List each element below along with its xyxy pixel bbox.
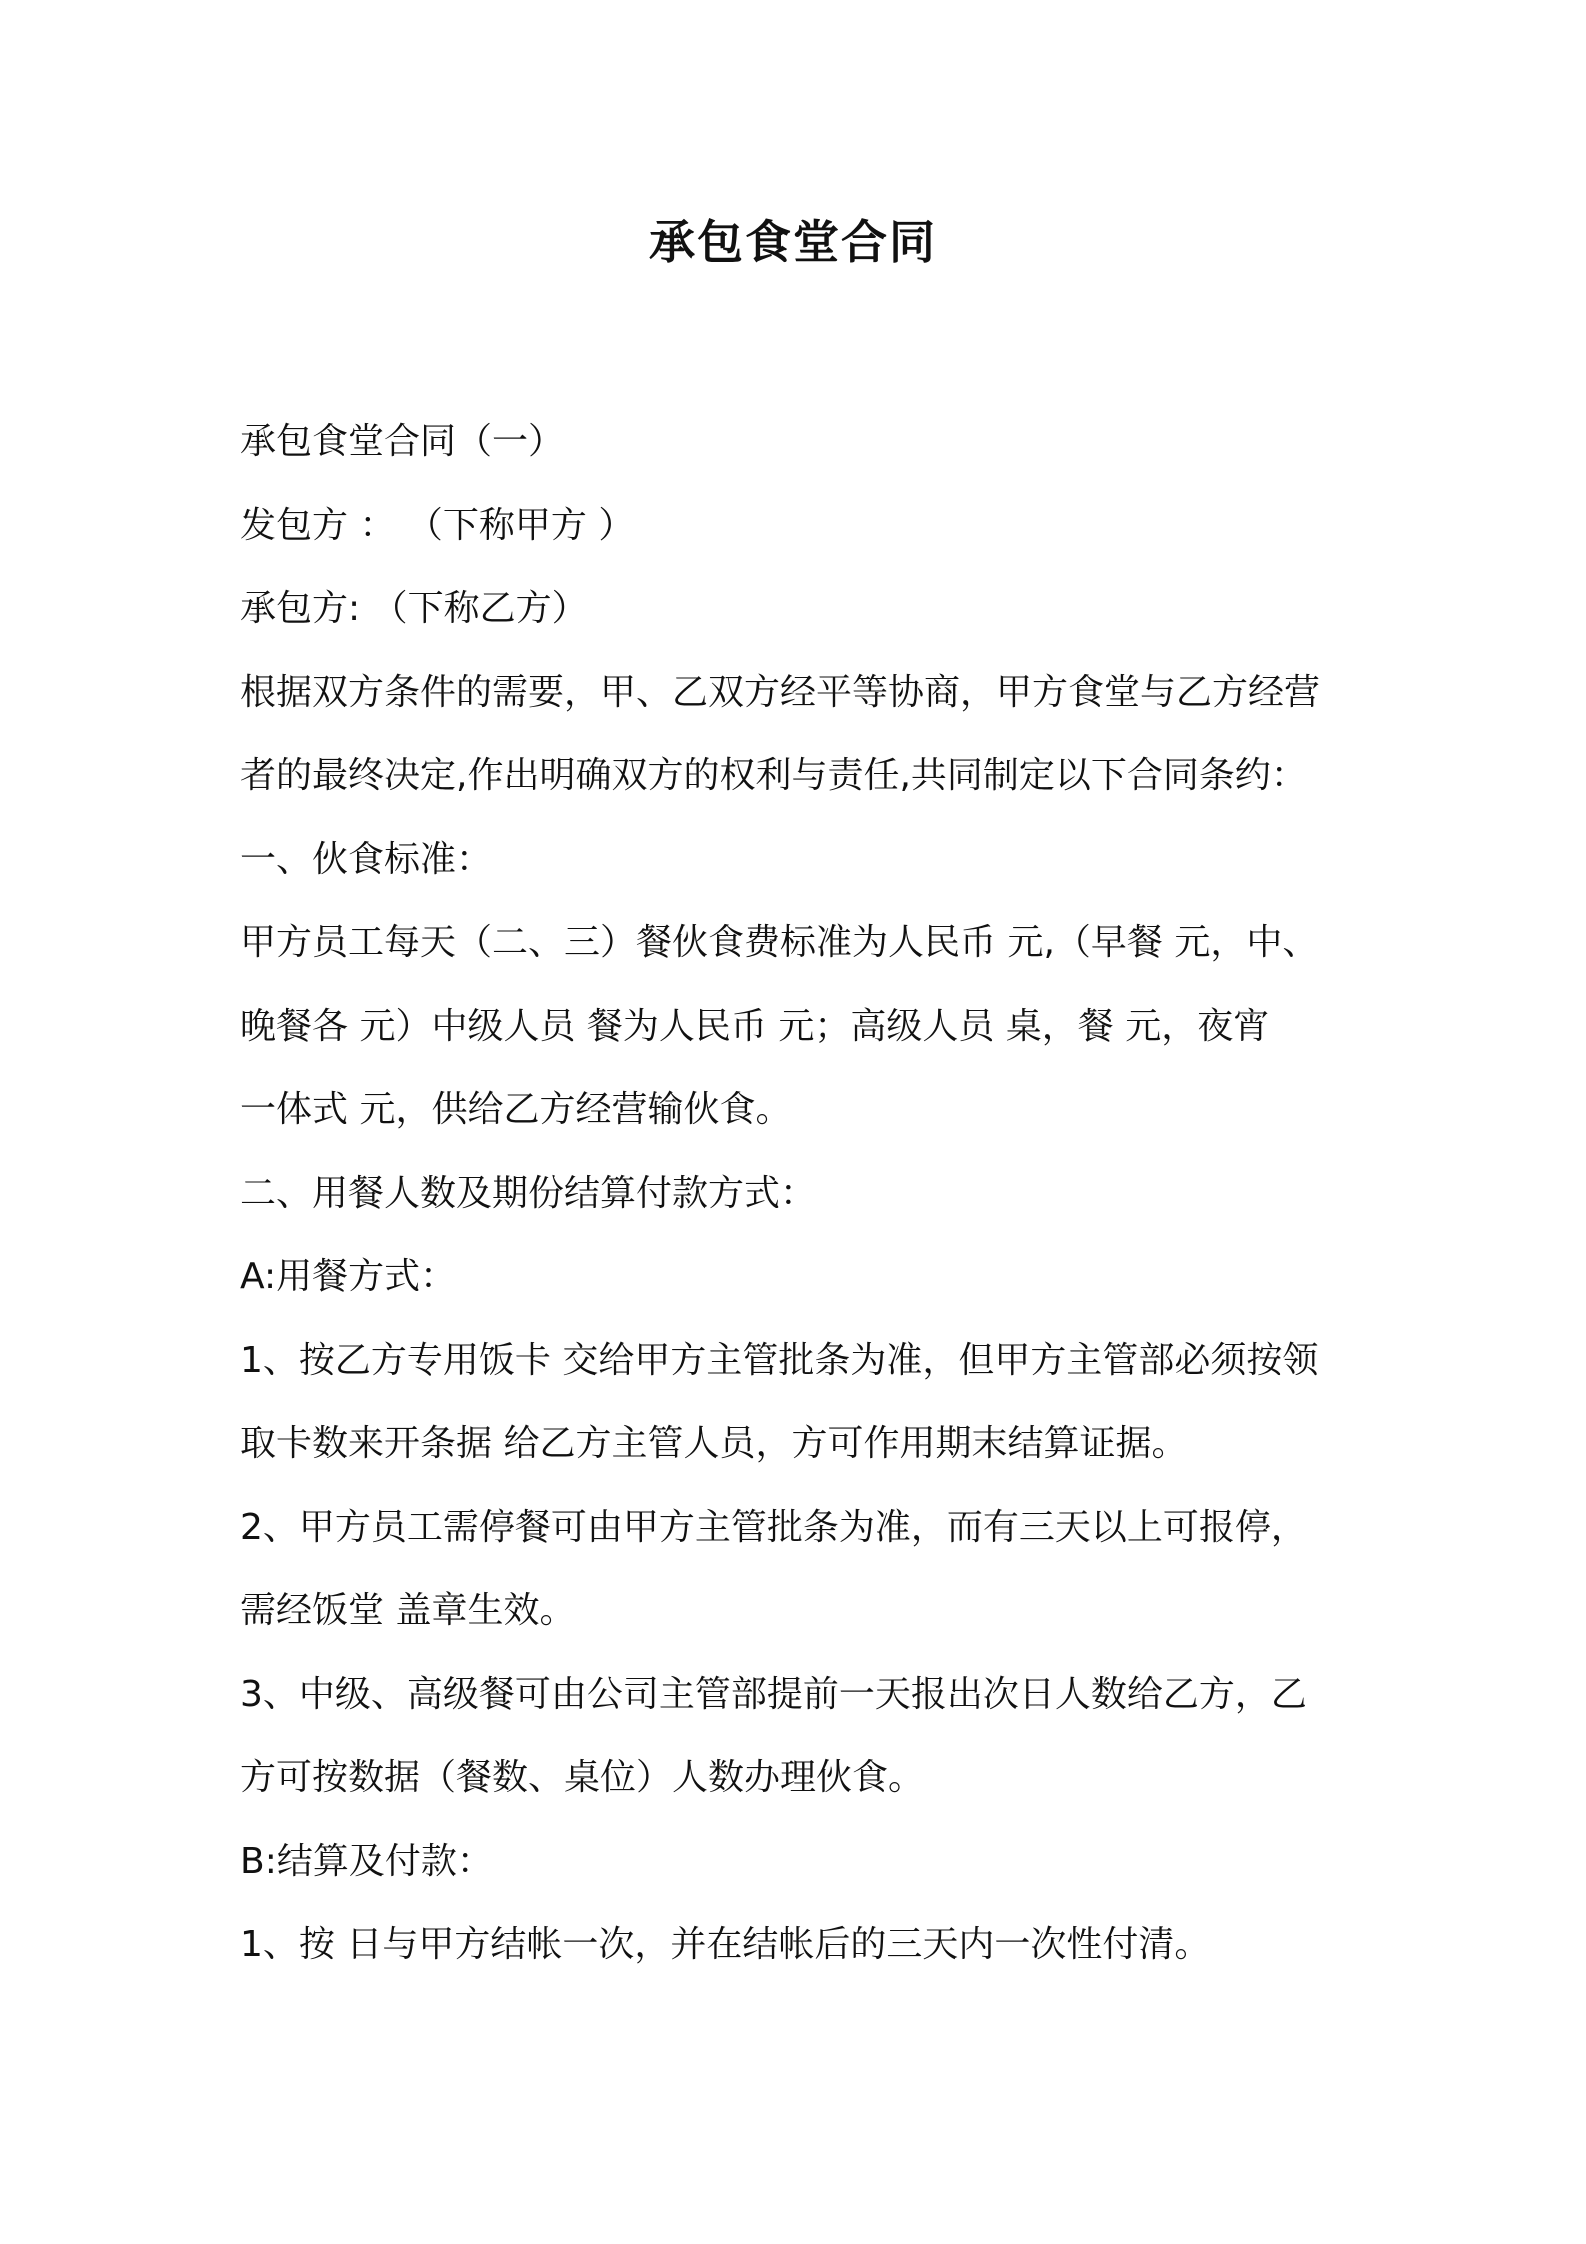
paragraph-line: 3、中级、高级餐可由公司主管部提前一天报出次日人数给乙方，乙 <box>240 1673 1307 1715</box>
paragraph-line: 取卡数来开条据 给乙方主管人员，方可作用期末结算证据。 <box>240 1423 1188 1464</box>
paragraph-line: 者的最终决定,作出明确双方的权利与责任,共同制定以下合同条约： <box>240 755 1307 796</box>
paragraph-line: 2、甲方员工需停餐可由甲方主管批条为准，而有三天以上可报停， <box>240 1506 1307 1548</box>
paragraph-line: 一体式 元，供给乙方经营输伙食。 <box>240 1089 792 1130</box>
paragraph-line: 1、按乙方专用饭卡 交给甲方主管批条为准，但甲方主管部必须按领 <box>240 1339 1319 1381</box>
paragraph-line: 甲方员工每天（二、三）餐伙食费标准为人民币 元,（早餐 元，中、 <box>240 922 1319 963</box>
section-heading: 二、用餐人数及期份结算付款方式： <box>240 1172 817 1214</box>
contract-subtitle: 承包食堂合同（一） <box>240 421 565 462</box>
document-title: 承包食堂合同 <box>649 215 937 269</box>
paragraph-line: 需经饭堂 盖章生效。 <box>240 1590 576 1631</box>
party-b-line: 承包方: （下称乙方） <box>240 588 588 629</box>
paragraph-line: 根据双方条件的需要，甲、乙双方经平等协商，甲方食堂与乙方经营 <box>240 671 1321 713</box>
subsection-heading: B:结算及付款： <box>240 1840 493 1882</box>
paragraph-line: 1、按 日与甲方结帐一次，并在结帐后的三天内一次性付清。 <box>240 1924 1211 1965</box>
paragraph-line: 方可按数据（餐数、桌位）人数办理伙食。 <box>240 1757 925 1798</box>
paragraph-line: 晚餐各 元）中级人员 餐为人民币 元；高级人员 桌，餐 元，夜宵 <box>240 1005 1270 1047</box>
section-heading: 一、伙食标准： <box>240 838 493 880</box>
subsection-heading: A:用餐方式： <box>240 1256 457 1297</box>
party-a-line: 发包方 ： （下称甲方 ） <box>240 504 635 546</box>
document-body <box>240 400 1370 1987</box>
